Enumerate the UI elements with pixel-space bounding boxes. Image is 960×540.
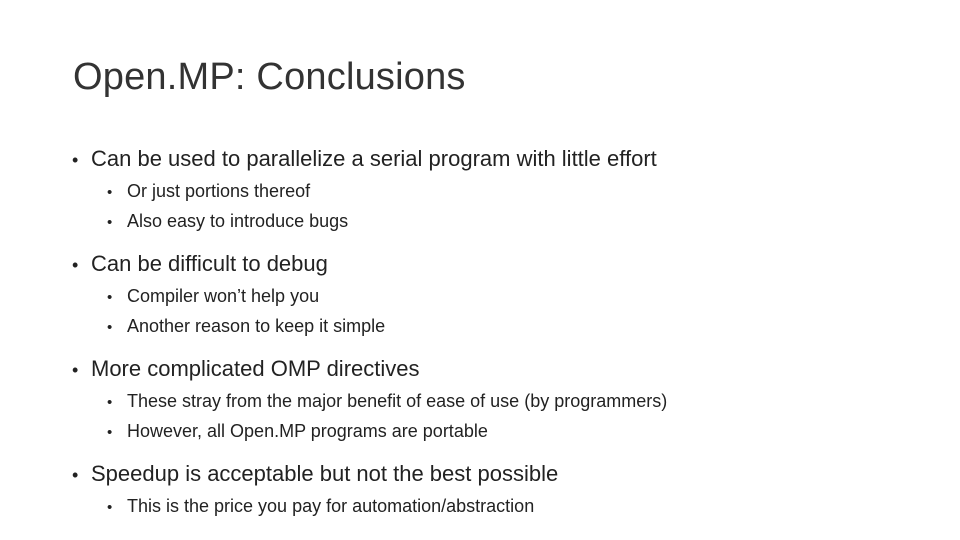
sub-bullet-text: Compiler won’t help you	[127, 286, 320, 306]
bullet-text: Speedup is acceptable but not the best possible	[91, 461, 559, 486]
bullet-list	[72, 144, 932, 534]
bullet-dot-icon: •	[107, 289, 113, 306]
sub-bullet-list	[72, 492, 932, 522]
sub-bullet-list	[72, 177, 932, 237]
sub-bullet-text: However, all Open.MP programs are portable	[127, 421, 488, 441]
sub-bullet-text: Another reason to keep it simple	[127, 316, 386, 336]
bullet-dot-icon: •	[107, 184, 113, 201]
sub-bullet-text: Also easy to introduce bugs	[127, 211, 349, 231]
sub-bullet-text: Or just portions thereof	[127, 181, 311, 201]
bullet-dot-icon: •	[107, 394, 113, 411]
slide-title: Open.MP: Conclusions	[73, 56, 466, 98]
bullet-dot-icon: •	[72, 150, 79, 170]
bullet-dot-icon: •	[72, 360, 79, 380]
sub-bullet-text: This is the price you pay for automation/abstraction	[127, 496, 535, 516]
bullet-dot-icon: •	[72, 255, 79, 275]
bullet-dot-icon: •	[107, 424, 113, 441]
bullet-dot-icon: •	[107, 499, 113, 516]
sub-bullet-text: These stray from the major benefit of ease of use (by programmers)	[127, 391, 668, 411]
bullet-item	[72, 249, 932, 342]
sub-bullet-list	[72, 387, 932, 447]
bullet-dot-icon: •	[107, 214, 113, 231]
bullet-dot-icon: •	[72, 465, 79, 485]
bullet-text: Can be difficult to debug	[91, 251, 328, 276]
bullet-text: More complicated OMP directives	[91, 356, 420, 381]
bullet-item	[72, 354, 932, 447]
bullet-item	[72, 144, 932, 237]
bullet-item	[72, 459, 932, 522]
sub-bullet-list	[72, 282, 932, 342]
bullet-dot-icon: •	[107, 319, 113, 336]
bullet-text: Can be used to parallelize a serial program with little effort	[91, 146, 657, 171]
